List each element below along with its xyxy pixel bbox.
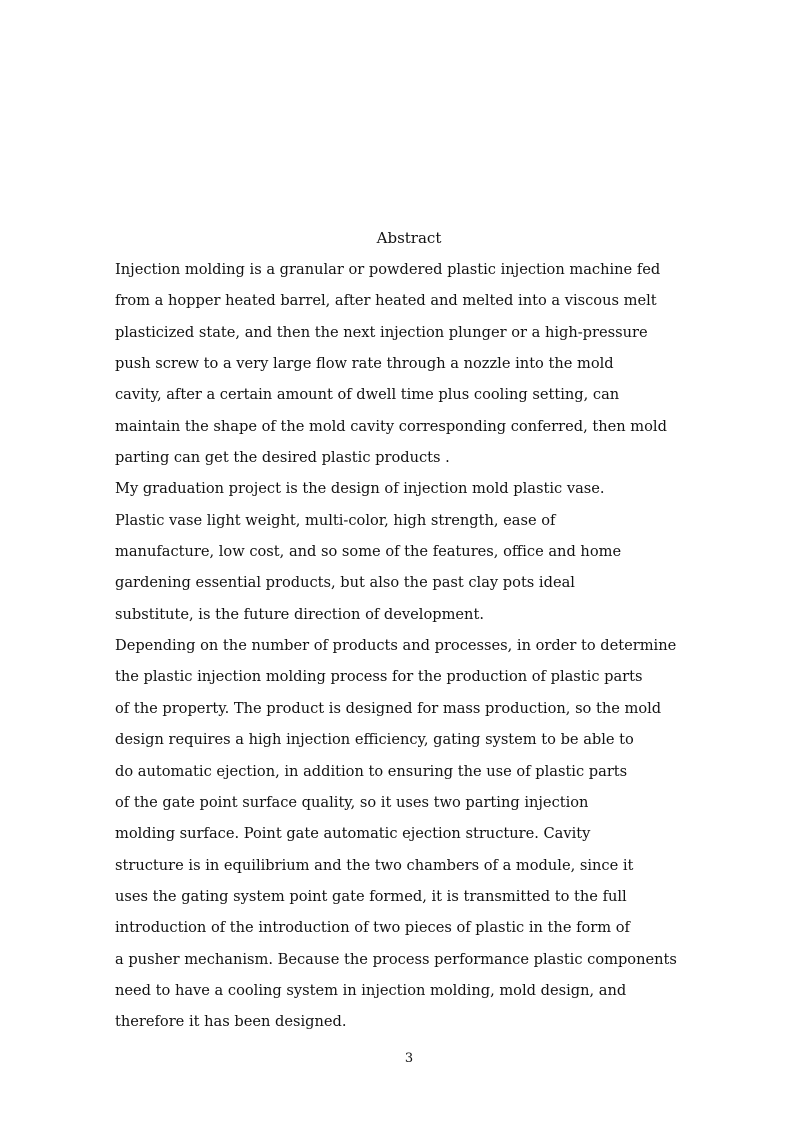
text-line: My graduation project is the design of injection mold plastic vase. <box>115 480 605 498</box>
text-line: the plastic injection molding process for the production of plastic parts <box>115 668 643 686</box>
text-line: maintain the shape of the mold cavity corresponding conferred, then mold <box>115 417 667 435</box>
text-line: gardening essential products, but also the past clay pots ideal <box>115 574 575 592</box>
text-line: parting can get the desired plastic products . <box>115 449 450 467</box>
text-line: Plastic vase light weight, multi-color, high strength, ease of <box>115 511 556 529</box>
text-line: therefore it has been designed. <box>115 1013 347 1031</box>
page-number: 3 <box>404 1051 414 1066</box>
text-line: from a hopper heated barrel, after heated and melted into a viscous melt <box>115 292 657 310</box>
text-line: push screw to a very large flow rate through a nozzle into the mold <box>115 355 614 373</box>
text-line: need to have a cooling system in injection molding, mold design, and <box>115 981 627 999</box>
text-line: a pusher mechanism. Because the process performance plastic components <box>115 950 677 968</box>
text-line: do automatic ejection, in addition to ensuring the use of plastic parts <box>115 762 628 780</box>
abstract-title: Abstract <box>376 229 442 247</box>
text-line: Depending on the number of products and processes, in order to determine <box>115 637 677 655</box>
text-line: structure is in equilibrium and the two chambers of a module, since it <box>115 856 634 874</box>
text-line: manufacture, low cost, and so some of the features, office and home <box>115 543 622 561</box>
text-line: introduction of the introduction of two pieces of plastic in the form of <box>115 919 630 937</box>
text-line: of the gate point surface quality, so it uses two parting injection <box>115 793 589 811</box>
text-line: substitute, is the future direction of development. <box>115 605 484 623</box>
text-line: molding surface. Point gate automatic ejection structure. Cavity <box>115 825 591 843</box>
text-line: cavity, after a certain amount of dwell time plus cooling setting, can <box>115 386 620 404</box>
abstract-body <box>115 259 705 1043</box>
text-line: uses the gating system point gate formed, it is transmitted to the full <box>115 887 627 905</box>
text-line: Injection molding is a granular or powdered plastic injection machine fed <box>115 261 661 278</box>
text-line: of the property. The product is designed for mass production, so the mold <box>115 699 662 717</box>
text-line: design requires a high injection efficiency, gating system to be able to <box>115 731 634 749</box>
text-line: plasticized state, and then the next injection plunger or a high-pressure <box>115 323 648 341</box>
